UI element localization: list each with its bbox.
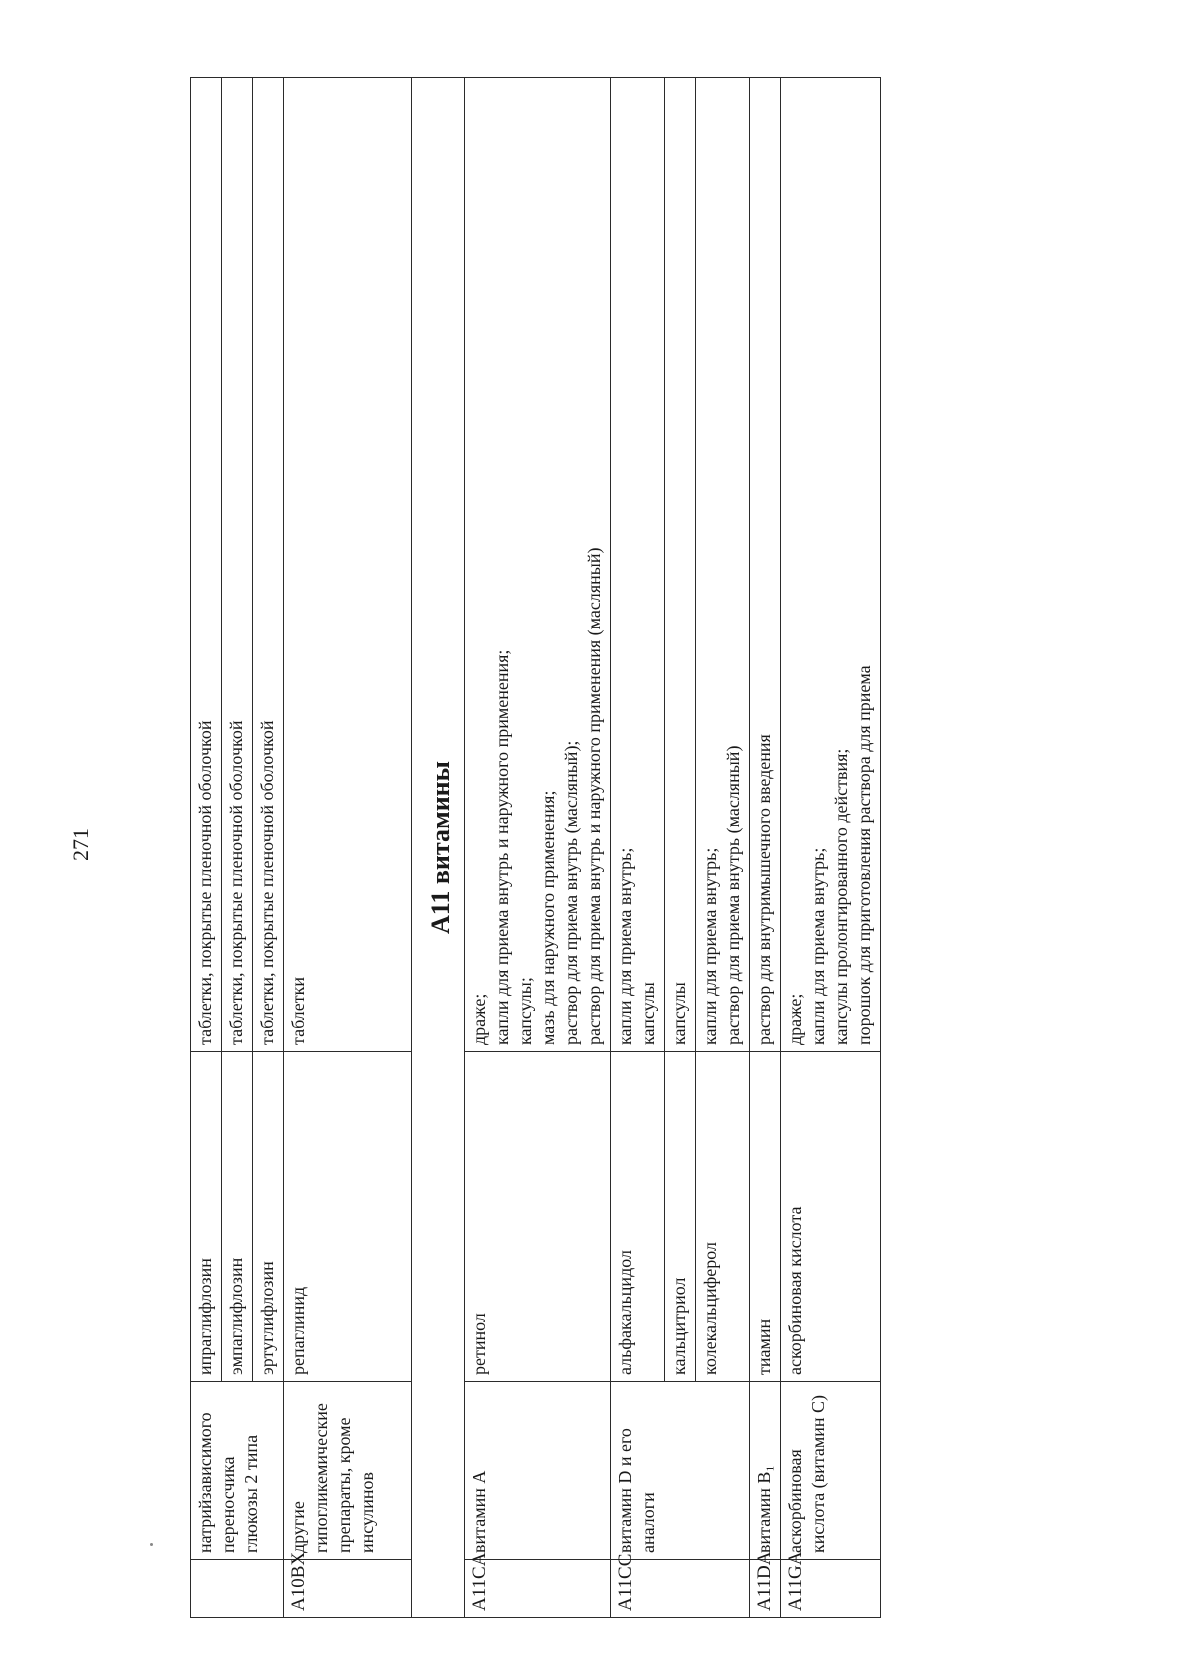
table-row — [191, 78, 222, 1618]
drug-name-cell: колекальциферол — [696, 1052, 750, 1382]
dosage-form-cell: раствор для внутримышечного введения — [750, 78, 781, 1052]
group-cell: витамин B₁ — [750, 1382, 781, 1560]
dosage-form-line: капсулы; — [515, 977, 535, 1045]
drug-name-cell: аскорбиновая кислота — [781, 1052, 881, 1382]
drug-name-cell: ипраглифлозин — [191, 1052, 222, 1382]
dosage-form-line: драже; — [785, 993, 805, 1045]
atc-code-cell: A11CC — [611, 1560, 750, 1618]
page-number: 271 — [68, 828, 93, 861]
group-cell: натрийзависимого переносчика глюкозы 2 типа — [191, 1382, 284, 1560]
table-row — [284, 78, 412, 1618]
dosage-form-line: раствор для приема внутрь (масляный) — [723, 745, 743, 1045]
dosage-form-line: порошок для приготовления раствора для приема — [854, 665, 874, 1045]
drug-name-cell: эртуглифлозин — [253, 1052, 284, 1382]
group-cell: аскорбиновая кислота (витамин С) — [781, 1382, 881, 1560]
dosage-form-line: капли для приема внутрь; — [615, 847, 635, 1045]
atc-code-cell: A10BX — [284, 1560, 412, 1618]
table-row — [611, 78, 665, 1618]
dosage-form-cell: таблетки, покрытые пленочной оболочкой — [222, 78, 253, 1052]
medication-table — [190, 77, 881, 1618]
table-row — [750, 78, 781, 1618]
table-row — [781, 78, 881, 1618]
atc-code-cell: A11GA — [781, 1560, 881, 1618]
group-cell: витамин А — [465, 1382, 611, 1560]
atc-code-cell — [191, 1560, 284, 1618]
dosage-form-line: драже; — [469, 993, 489, 1045]
drug-name-cell: репаглинид — [284, 1052, 412, 1382]
dosage-form-line: раствор для приема внутрь (масляный); — [561, 740, 581, 1045]
drug-name-cell: альфакальцидол — [611, 1052, 665, 1382]
atc-code-cell: A11DA — [750, 1560, 781, 1618]
dosage-form-cell: таблетки, покрытые пленочной оболочкой — [253, 78, 284, 1052]
drug-name-cell: ретинол — [465, 1052, 611, 1382]
dosage-form-line: раствор для приема внутрь и наружного применения (масляный) — [584, 547, 604, 1045]
drug-name-cell: кальцитриол — [665, 1052, 696, 1382]
section-header-row — [412, 78, 465, 1618]
drug-name-cell: тиамин — [750, 1052, 781, 1382]
dosage-form-cell — [611, 78, 665, 1052]
dosage-form-line: капли для приема внутрь и наружного применения; — [492, 649, 512, 1045]
dosage-form-cell: капсулы — [665, 78, 696, 1052]
group-cell: другие гипогликемические препараты, кроме инсулинов — [284, 1382, 412, 1560]
scan-dot — [150, 1543, 153, 1546]
dosage-form-line: мазь для наружного применения; — [538, 790, 558, 1045]
dosage-form-cell — [781, 78, 881, 1052]
dosage-form-cell — [465, 78, 611, 1052]
atc-code-cell: A11CA — [465, 1560, 611, 1618]
table-row — [465, 78, 611, 1618]
section-title: A11 витамины — [412, 78, 465, 1618]
dosage-form-line: капсулы — [638, 982, 658, 1045]
dosage-form-line: капли для приема внутрь; — [700, 847, 720, 1045]
dosage-form-cell: таблетки, покрытые пленочной оболочкой — [191, 78, 222, 1052]
dosage-form-cell — [696, 78, 750, 1052]
dosage-form-line: капсулы пролонгированного действия; — [831, 748, 851, 1045]
dosage-form-cell: таблетки — [284, 78, 412, 1052]
group-cell: витамин D и его аналоги — [611, 1382, 750, 1560]
drug-name-cell: эмпаглифлозин — [222, 1052, 253, 1382]
dosage-form-line: капли для приема внутрь; — [808, 847, 828, 1045]
